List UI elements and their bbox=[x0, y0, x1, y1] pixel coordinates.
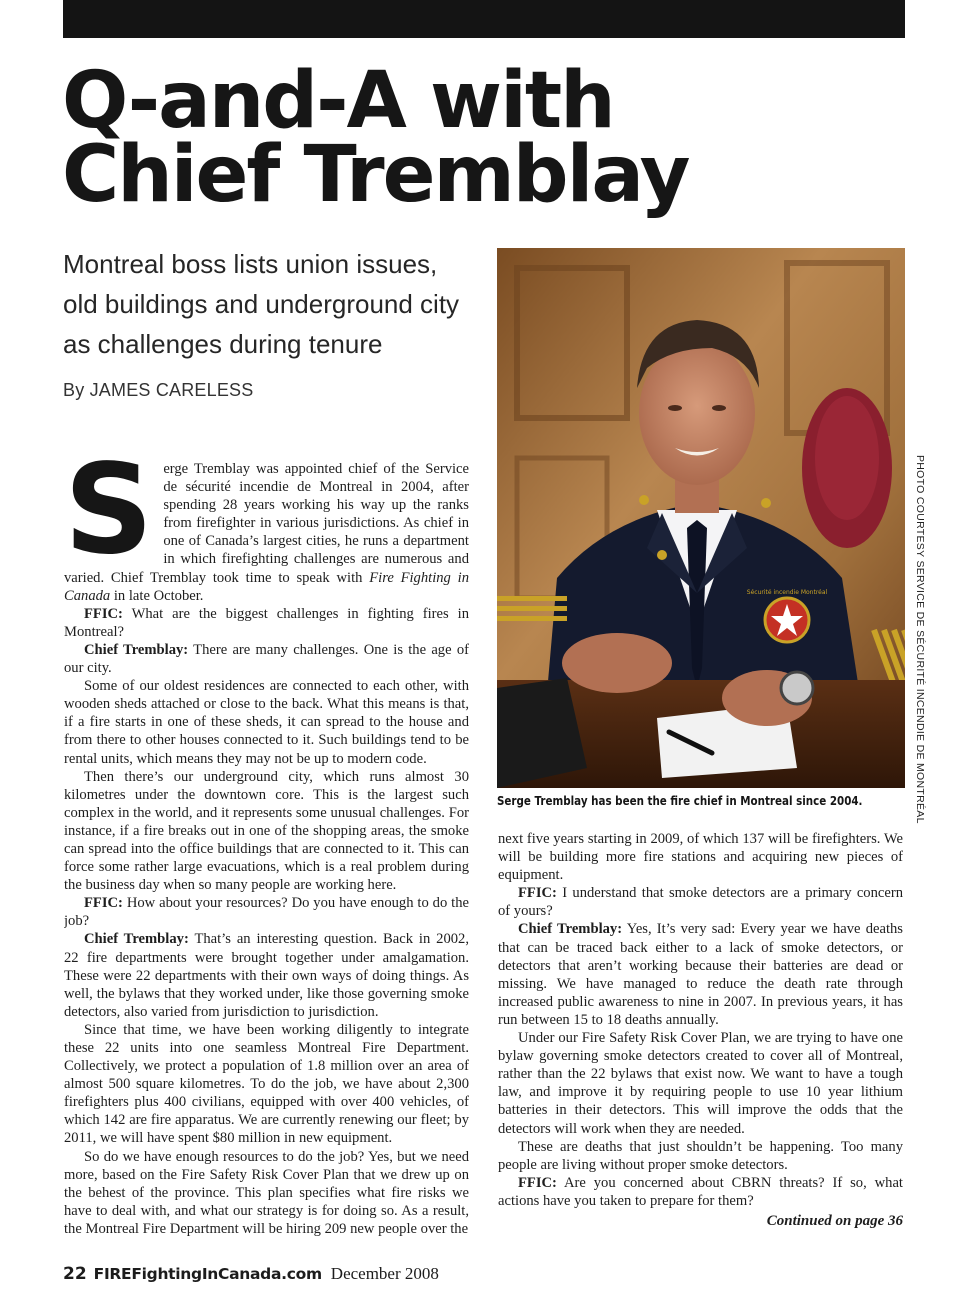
paragraph-underground: Then there’s our underground city, which runs almost 30 kilometres under the downtown core. This is the largest such complex in the world, and it represents some unusual challenges. For instance, if a fire breaks out in one of the shopping areas, the smoke can spread into the office buildings that are connected to it. This can force some rather large evacuations, which is a real problem during the business day when so many people are working here. bbox=[64, 768, 469, 894]
publication-url[interactable]: FIREFightingInCanada.com bbox=[93, 1265, 322, 1283]
answer-label: Chief Tremblay: bbox=[84, 641, 189, 658]
headline bbox=[62, 56, 902, 220]
portrait-illustration bbox=[497, 248, 905, 788]
answer-label: Chief Tremblay: bbox=[84, 931, 189, 948]
question-2 bbox=[64, 894, 469, 930]
question-text: How about your resources? Do you have enough to do the job? bbox=[64, 895, 469, 930]
answer-label: Chief Tremblay: bbox=[518, 921, 623, 938]
question-label: FFIC: bbox=[84, 605, 123, 622]
subheadline-line-1: Montreal boss lists union issues, bbox=[63, 249, 438, 279]
paragraph-deaths: These are deaths that just shouldn’t be happening. Too many people are living without proper smoke detectors. bbox=[498, 1138, 903, 1173]
article-column-right bbox=[498, 830, 903, 1238]
drop-cap: S bbox=[64, 460, 154, 582]
question-label: FFIC: bbox=[518, 885, 557, 902]
subheadline bbox=[63, 244, 483, 364]
page-footer bbox=[63, 1264, 439, 1284]
continued-link[interactable]: Continued on page 36 bbox=[766, 1212, 903, 1229]
question-1 bbox=[64, 605, 469, 641]
question-4 bbox=[498, 1174, 903, 1210]
byline: By JAMES CARELESS bbox=[63, 380, 254, 400]
question-label: FFIC: bbox=[518, 1174, 557, 1191]
answer-text: There are many challenges. One is the age of our city. bbox=[64, 641, 469, 677]
chief-portrait-photo bbox=[497, 248, 905, 788]
paragraph-since: Since that time, we have been working diligently to integrate these 22 units into one seamless Montreal Fire Department. Collectively, we protect a population of 1.8 million over an area of almost 500 square kilometres. To do the job, we have about 2,300 firefighters plus 400 civilians, equipped with over 400 vehicles, of which 142 are fire apparatus. We are currently renewing our fleet; by 2011, we will have spent $80 million in new equipment. bbox=[64, 1021, 469, 1147]
article-column-left bbox=[64, 460, 469, 1240]
question-3 bbox=[498, 884, 903, 920]
paragraph-plan: Under our Fire Safety Risk Cover Plan, we are trying to have one bylaw governing smoke detectors created to cover all of Montreal, rather than the 22 bylaws that exist now. We want to have a tough law, and improve it by requiring people to use 10 year lithium batteries in their detectors. This will improve the odds that the detectors will work when they are needed. bbox=[498, 1030, 903, 1137]
intro-text: erge Tremblay was appointed chief of the Service de sécurité incendie de Montreal in 2004, after spending 28 years working his way up the ranks from firefighter in various jurisdictions. As chief in one of Canada’s largest cities, he runs a department in which firefighting challenges are numerous and varied. Chief Tremblay took time to speak with bbox=[64, 461, 469, 586]
headline-line-1: Q-and-A with bbox=[62, 56, 614, 146]
paragraph-enough: So do we have enough resources to do the job? Yes, but we need more, based on the Fire Safety Risk Cover Plan that we drew up on the behest of the province. This plan specifies what fire risks we have to deal with, and what our strategy is for doing so. As a result, the Montreal Fire Department will be hiring 209 new people over the bbox=[64, 1148, 469, 1237]
question-text: Are you concerned about CBRN threats? If so, what actions have you taken to prepare for them? bbox=[498, 1174, 903, 1209]
header-black-bar bbox=[63, 0, 905, 38]
subheadline-line-2: old buildings and underground city bbox=[63, 289, 460, 319]
page-number: 22 bbox=[63, 1264, 87, 1284]
question-text: I understand that smoke detectors are a primary concern of yours? bbox=[498, 885, 903, 920]
badge-text: Sécurité incendie Montréal bbox=[746, 589, 828, 596]
photo-caption: Serge Tremblay has been the fire chief in Montreal since 2004. bbox=[497, 794, 863, 808]
intro-end-text: in late October. bbox=[110, 587, 204, 604]
answer-3 bbox=[498, 920, 903, 1029]
issue-date: December 2008 bbox=[330, 1264, 439, 1283]
magazine-name: Fire Fighting in Canada bbox=[64, 569, 469, 604]
paragraph-enough-continued: next five years starting in 2009, of which 137 will be firefighters. We will be building more fire stations and acquiring new pieces of equipment. bbox=[498, 831, 903, 884]
question-text: What are the biggest challenges in fighting fires in Montreal? bbox=[64, 605, 469, 640]
question-label: FFIC: bbox=[84, 895, 123, 912]
answer-text: That’s an interesting question. Back in 2002, 22 fire departments were brought together under amalgamation. These were 22 departments with their own ways of doing things. As well, the bylaws that they worked under, like those governing smoke detectors, also varied from jurisdiction to jurisdiction. bbox=[64, 931, 469, 1020]
photo-credit: PHOTO COURTESY SERVICE DE SÉCURITÉ INCENDIE DE MONTRÉAL bbox=[914, 455, 926, 824]
subheadline-line-3: as challenges during tenure bbox=[63, 329, 383, 359]
headline-line-2: Chief Tremblay bbox=[62, 130, 689, 220]
paragraph-residences: Some of our oldest residences are connected to each other, with wooden sheds attached or close to the back. What this means is that, if a fire starts in one of these sheds, it can spread to the house and from there to other houses connected to it. Such buildings tend to be rental units, which means they may not be up to modern code. bbox=[64, 678, 469, 767]
answer-text: Yes, It’s very sad: Every year we have deaths that can be traced back either to a lack of smoke detectors, or detectors that aren’t working because their batteries are dead or missing. We have managed to reduce the death rate through increased public awareness to nine in 2007. In previous years, it has run between 15 to 18 deaths annually. bbox=[498, 921, 903, 1028]
answer-1 bbox=[64, 641, 469, 677]
answer-2 bbox=[64, 930, 469, 1020]
sleeve-braid-left bbox=[497, 596, 567, 621]
